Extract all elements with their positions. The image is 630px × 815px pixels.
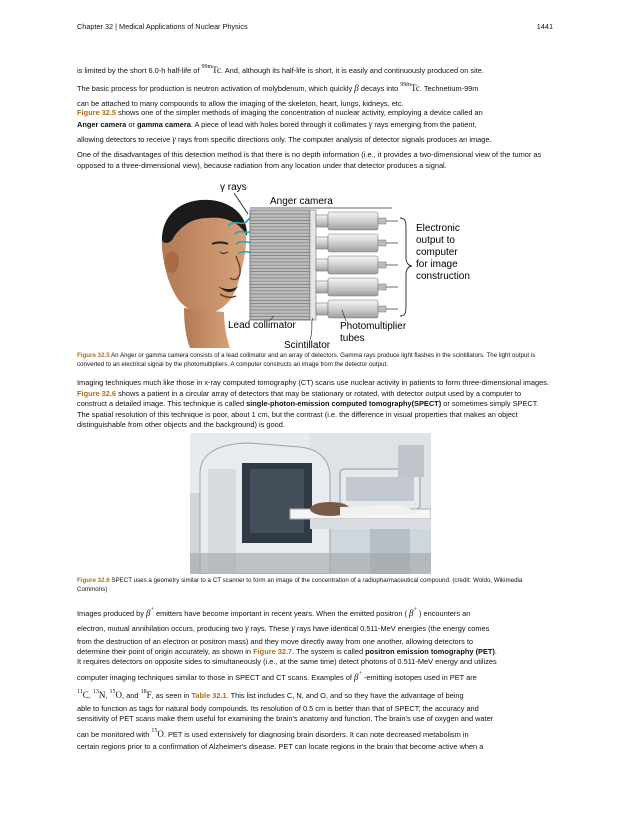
svg-text:Photomultiplier: Photomultiplier	[340, 321, 407, 332]
svg-text:construction: construction	[416, 271, 470, 282]
svg-text:Electronic: Electronic	[416, 223, 460, 234]
spect-scanner-photo	[190, 433, 431, 574]
paragraph-2: The basic process for production is neutron activation of molybdenum, which quickly β decays into $^{99m}$Tc. Technetium-99m can be attached to many compounds to allow the imaging of the skeleton, heart, lungs, kidneys, etc.	[77, 82, 479, 108]
anger-camera-label: Anger camera	[270, 196, 333, 207]
photomultiplier-tube	[316, 212, 398, 230]
paragraph-6: Images produced by β+ emitters have become important in recent years. When the emitted positron ( β+ ) encounters an electron, mutual annihilation occurs, producing two γ rays. These γ rays have identical 0.511-MeV energies (the energy comes from the destruction of an electron or positron mass) and they move directly away from one another, allowing detectors to determine their point of origin accurately, as shown in Figure 32.7. The system is called positron emission tomography (PET). It requires detectors on opposite sides to simultaneously (i.e., at the same time) detect photons of 0.511-MeV energy and utilizes computer imaging techniques similar to those in SPECT and CT scans. Examples of β+ -emitting isotopes used in PET are $^{11}$C, $^{13}$N, $^{15}$O, and $^{18}$F, as seen in Table 32.1. This list includes C, N, and O, and so they have the advantage of being able to function as tags for natural body compounds. Its resolution of 0.5 cm is better than that of SPECT; the accuracy and sensitivity of PET scans make them useful for examining the brain's anatomy and function. The brain's use of oxygen and water can be monitored with $^{15}$O. PET is used extensively for diagnosing brain disorders. It can note decreased metabolism in certain regions prior to a confirmation of Alzheimer's disease. PET can locate regions in the brain that become active when a	[77, 607, 497, 752]
anger-camera-figure	[150, 178, 480, 348]
table-32-1-link[interactable]: Table 32.1	[191, 691, 227, 701]
photomultiplier-tube	[316, 234, 398, 252]
scintillator	[310, 210, 316, 320]
page-number: 1441	[536, 22, 553, 31]
figure-32-5-link[interactable]: Figure 32.5	[77, 108, 117, 117]
page-header	[77, 22, 553, 31]
figure-32-6-caption: Figure 32.6 SPECT uses a geometry similar to a CT scanner to form an image of the concentration of a radiopharmaceutical compound. (credit: Woldo, Wikimedia Commons)	[77, 577, 523, 593]
lead-collimator	[250, 210, 310, 320]
photomultiplier-tube	[316, 300, 398, 318]
figure-32-5-caption: Figure 32.5 An Anger or gamma camera consists of a lead collimator and an array of detectors. Gamma rays produce light flashes in the scintillators. The light output is converted to an electrical signal by the photomultipliers. A computer constructs an image from the detector output.	[77, 352, 536, 368]
scintillator-label: Scintillator	[284, 340, 331, 348]
paragraph-1: is limited by the short 6.0-h half-life of $^{99m}$Tc. And, although its half-life is short, it is easily and continuously produced on site.	[77, 64, 484, 75]
lead-collimator-label: Lead collimator	[228, 320, 296, 331]
svg-text:output to: output to	[416, 235, 455, 246]
svg-text:tubes: tubes	[340, 333, 365, 344]
svg-text:for image: for image	[416, 259, 458, 270]
svg-text:computer: computer	[416, 247, 458, 258]
paragraph-5: Imaging techniques much like those in x-ray computed tomography (CT) scans use nuclear activity in patients to form three-dimensional images. Figure 32.6 shows a patient in a circular array of detectors that may be stationary or rotated, with detector output used by a computer to construct a detailed image. This technique is called single-photon-emission computed tomography(SPECT) or sometimes simply SPECT. The spatial resolution of this technique is poor, about 1 cm, but the contrast (i.e. the difference in visual properties that makes an object distinguishable from other objects and the background) is good.	[77, 378, 549, 429]
figure-32-6-link[interactable]: Figure 32.6	[77, 388, 117, 398]
photomultiplier-tube	[316, 278, 398, 296]
output-brace	[400, 218, 412, 316]
figure-32-7-link[interactable]: Figure 32.7	[253, 646, 293, 656]
paragraph-4: One of the disadvantages of this detection method is that there is no depth information (i.e., it provides a two-dimensional view of the tumor as opposed to a three-dimensional view), because radiation from any location under that detector produces a signal.	[77, 150, 542, 170]
electronic-output-label	[416, 223, 470, 282]
paragraph-3: Figure 32.5 shows one of the simpler methods of imaging the concentration of nuclear activity, employing a device called an Anger camera or gamma camera. A piece of lead with holes bored through it collimates γ rays emerging from the patient, allowing detectors to receive γ rays from specific directions only. The computer analysis of detector signals produces an image.	[77, 108, 492, 144]
chapter-title: Chapter 32 | Medical Applications of Nuclear Physics	[77, 22, 248, 31]
photomultiplier-label	[340, 321, 407, 344]
photomultiplier-tubes	[316, 212, 398, 318]
photomultiplier-tube	[316, 256, 398, 274]
gamma-rays-label: γ rays	[220, 182, 247, 193]
